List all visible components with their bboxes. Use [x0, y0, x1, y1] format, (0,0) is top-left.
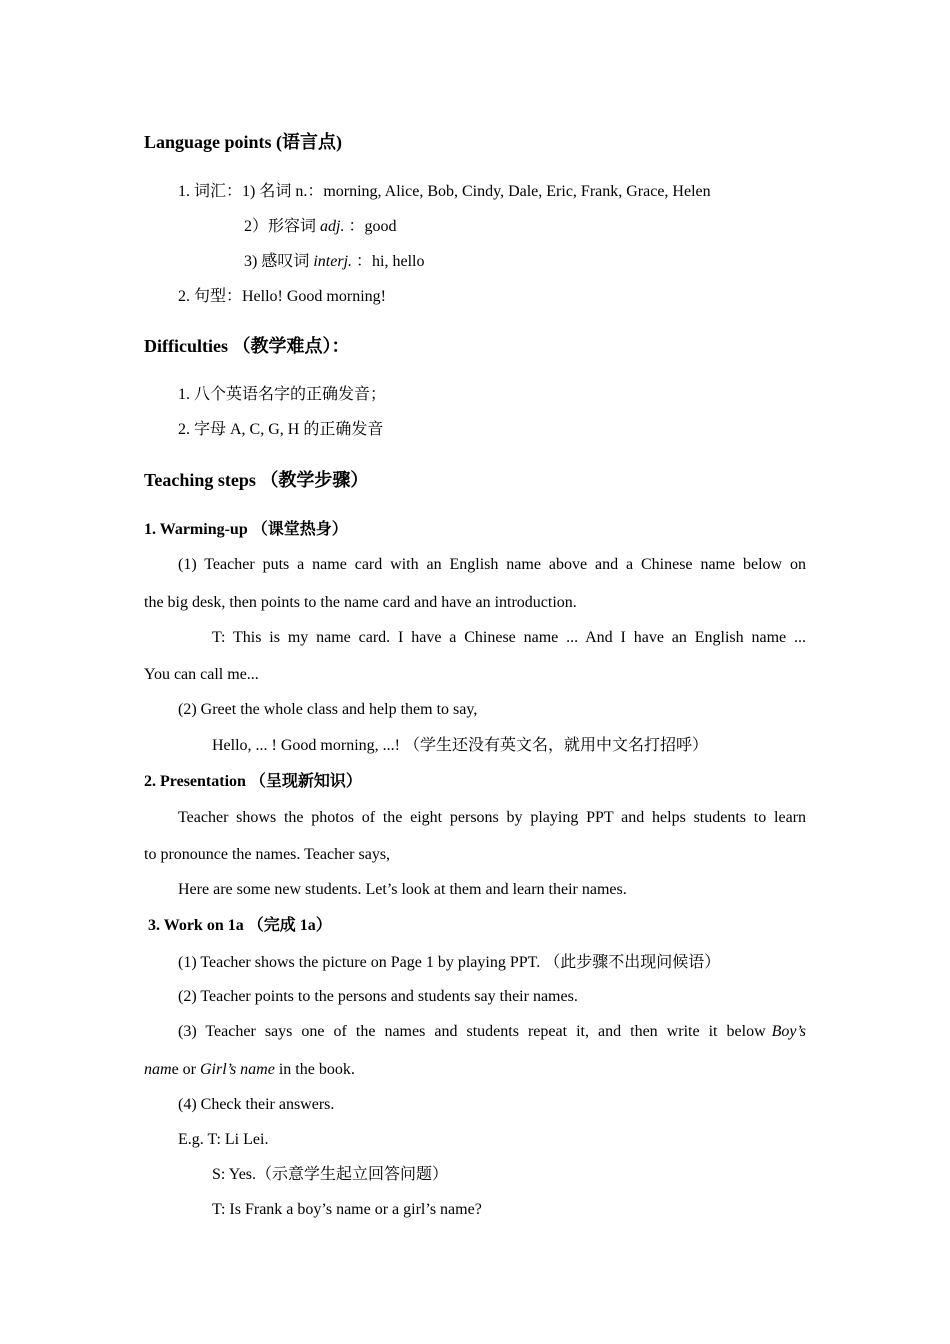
- work1a-step-3-line-1: [178, 1022, 806, 1042]
- work1a-step-3-or: e or: [171, 1061, 200, 1078]
- warmup-paragraph-1-line-1: (1) Teacher puts a name card with an English name above and a Chinese name below on: [178, 556, 806, 573]
- sentence-pattern: 2. 句型：Hello! Good morning!: [178, 288, 386, 305]
- work1a-step-3-italic-girls-name: Girl’s name: [200, 1061, 275, 1078]
- work1a-step-3-in-book: in the book.: [274, 1061, 355, 1078]
- heading-difficulties: Difficulties （教学难点）：: [144, 336, 350, 356]
- heading-warming-up: 1. Warming-up （课堂热身）: [144, 521, 348, 538]
- presentation-line-1: Teacher shows the photos of the eight persons by playing PPT and helps students to learn: [178, 809, 806, 826]
- work1a-example-2: S: Yes.（示意学生起立回答问题）: [212, 1166, 449, 1183]
- work1a-step-3-italic-name: nam: [144, 1061, 172, 1078]
- vocab-interjections-pos: interj.: [313, 253, 353, 270]
- warmup-paragraph-2: (2) Greet the whole class and help them to say,: [178, 701, 478, 718]
- warmup-teacher-line-2: You can call me...: [144, 666, 259, 683]
- work1a-step-2: (2) Teacher points to the persons and students say their names.: [178, 988, 578, 1005]
- vocab-adjectives-pos: adj.: [320, 218, 345, 235]
- work1a-example-1: E.g. T: Li Lei.: [178, 1131, 269, 1148]
- heading-language-points: Language points (语言点): [144, 132, 343, 152]
- difficulty-item-2: 2. 字母 A, C, G, H 的正确发音: [178, 421, 384, 438]
- heading-teaching-steps: Teaching steps （教学步骤）: [144, 470, 369, 490]
- warmup-greeting-example: Hello, ... ! Good morning, ...! （学生还没有英文名，就用中文名打招呼）: [212, 737, 708, 754]
- vocab-interjections-label: 3) 感叹词: [244, 253, 310, 270]
- work1a-step-1: (1) Teacher shows the picture on Page 1 by playing PPT. （此步骤不出现问候语）: [178, 954, 721, 971]
- warmup-teacher-line-1: T: This is my name card. I have a Chinese name ... And I have an English name ...: [212, 629, 806, 646]
- vocab-interjections: [244, 252, 424, 272]
- vocab-adjectives-label: 2）形容词: [244, 218, 317, 235]
- warmup-paragraph-1-line-2: the big desk, then points to the name card and have an introduction.: [144, 594, 577, 611]
- work1a-example-3: T: Is Frank a boy’s name or a girl’s name?: [212, 1201, 482, 1218]
- presentation-line-3: Here are some new students. Let’s look at them and learn their names.: [178, 881, 627, 898]
- difficulty-item-1: 1. 八个英语名字的正确发音；: [178, 386, 387, 403]
- work1a-step-3-line-2: [144, 1060, 355, 1080]
- presentation-line-2: to pronounce the names. Teacher says,: [144, 846, 391, 863]
- vocab-interjections-words: ：hi, hello: [356, 253, 425, 270]
- work1a-step-4: (4) Check their answers.: [178, 1096, 335, 1113]
- vocab-adjectives: [244, 217, 396, 237]
- vocab-adjectives-words: ：good: [348, 218, 397, 235]
- heading-presentation: 2. Presentation （呈现新知识）: [144, 773, 362, 790]
- work1a-step-3-text: (3) Teacher says one of the names and students repeat it, and then write it below: [178, 1023, 766, 1040]
- vocab-nouns: 1. 词汇：1) 名词 n.：morning, Alice, Bob, Cindy, Dale, Eric, Frank, Grace, Helen: [178, 183, 711, 200]
- work1a-step-3-italic-boys: Boy’s: [771, 1023, 806, 1040]
- heading-work-on-1a: 3. Work on 1a （完成 1a）: [148, 917, 332, 934]
